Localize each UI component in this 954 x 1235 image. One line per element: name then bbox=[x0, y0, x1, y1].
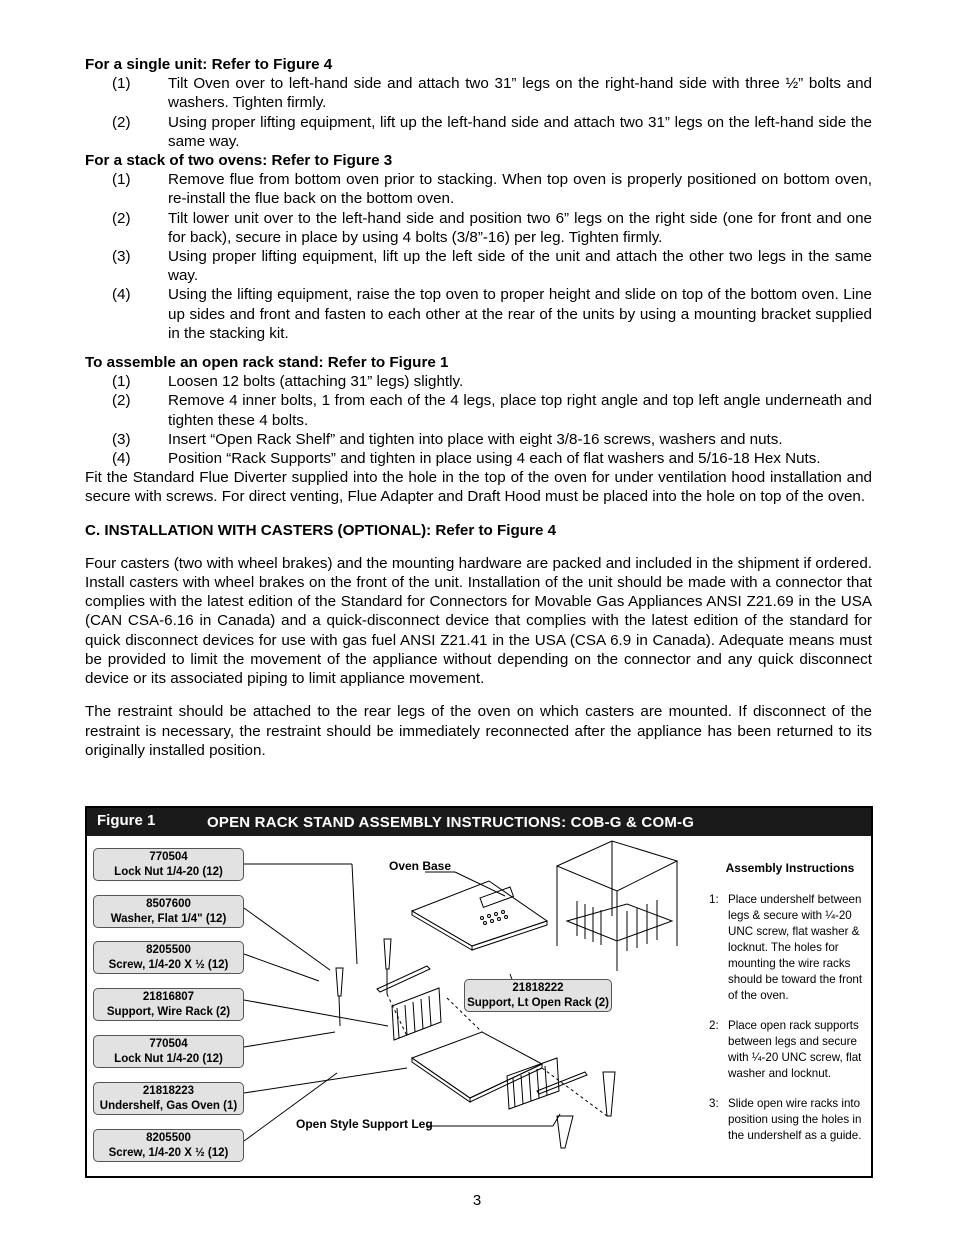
assembly-instructions-title: Assembly Instructions bbox=[725, 861, 855, 875]
part-flat-washer: 8507600 Washer, Flat 1/4" (12) bbox=[93, 895, 244, 928]
single-unit-heading: For a single unit: Refer to Figure 4 bbox=[85, 56, 333, 73]
list-item: (1) Remove flue from bottom oven prior to stacking. When top oven is properly positioned on bottom oven, re-install the flue back on the bottom oven. bbox=[112, 171, 872, 208]
part-lock-nut: 770504 Lock Nut 1/4-20 (12) bbox=[93, 848, 244, 881]
casters-heading: C. INSTALLATION WITH CASTERS (OPTIONAL): Refer to Figure 4 bbox=[85, 521, 557, 539]
list-item: (3) Using proper lifting equipment, lift up the left side of the unit and attach the other two legs in the same way. bbox=[112, 248, 872, 285]
figure-header bbox=[87, 808, 871, 836]
assembly-step: 3: Slide open wire racks into position using the holes in the undershelf as a guide. bbox=[709, 1097, 862, 1142]
figure-title: OPEN RACK STAND ASSEMBLY INSTRUCTIONS: COB-G & COM-G bbox=[207, 814, 695, 831]
rack-stand-heading: To assemble an open rack stand: Refer to Figure 1 bbox=[85, 354, 449, 372]
casters-paragraph-1: Four casters (two with wheel brakes) and the mounting hardware are packed and included in the shipment if ordered. Install casters with wheel brakes on the front of the unit. Installation of the unit should be made with a connector that complies with the latest edition of the Standard for Connectors for Movable Gas Appliances ANSI Z21.69 in the USA (CAN CSA-6.16 in Canada) and a quick-disconnect device that complies with the latest edition of the standard for quick disconnect devices for use with gas fuel ANSI Z21.41 in the USA (CSA 6.9 in Canada). Adequate means must be provided to limit the movement of the appliance without depending on the connector and any quick disconnect device or its associated piping to limit appliance movement. bbox=[85, 554, 872, 688]
part-screw: 8205500 Screw, 1/4-20 X ½ (12) bbox=[93, 941, 244, 974]
rack-stand-closing: Fit the Standard Flue Diverter supplied into the hole in the top of the oven for under ventilation hood installation and secure with screws. For direct venting, Flue Adapter and Draft Hood must be placed into the hole on top of the oven. bbox=[85, 469, 872, 506]
instructions-text bbox=[85, 55, 872, 760]
support-leg-label: Open Style Support Leg bbox=[296, 1117, 433, 1131]
list-item: (4) Using the lifting equipment, raise the top oven to proper height and slide on top of the bottom oven. Line up sides and front and fasten to each other at the rear of the units by using a mounting bracket supplied in the stacking kit. bbox=[112, 286, 872, 342]
part-undershelf: 21818223 Undershelf, Gas Oven (1) bbox=[93, 1082, 244, 1115]
casters-paragraph-2: The restraint should be attached to the rear legs of the oven on which casters are mounted. If disconnect of the restraint is necessary, the restraint should be immediately reconnected after the appliance has been returned to its originally installed position. bbox=[85, 703, 872, 759]
assembly-step: 1: Place undershelf between legs & secure with ¼-20 UNC screw, flat washer & locknut. The holes for mounting the wire racks should be toward the front of the oven. bbox=[709, 893, 863, 1002]
figure-1 bbox=[85, 806, 873, 1178]
list-item: (1) Tilt Oven over to left-hand side and attach two 31” legs on the right-hand side with three ½” bolts and washers. Tighten firmly. bbox=[112, 75, 872, 112]
stack-heading: For a stack of two ovens: Refer to Figure 3 bbox=[85, 152, 393, 170]
oven-base-label: Oven Base bbox=[389, 859, 452, 873]
list-item: (2) Using proper lifting equipment, lift up the left-hand side and attach two 31” legs on the left-hand side the same way. bbox=[112, 113, 872, 150]
part-screw: 8205500 Screw, 1/4-20 X ½ (12) bbox=[93, 1129, 244, 1162]
part-open-rack-support: 21818222 Support, Lt Open Rack (2) bbox=[464, 979, 612, 1012]
list-item: (2) Remove 4 inner bolts, 1 from each of the 4 legs, place top right angle and top left angle underneath and tighten these 4 bolts. bbox=[112, 392, 872, 429]
list-item: (1) Loosen 12 bolts (attaching 31” legs) slightly. bbox=[112, 373, 464, 391]
assembly-instructions bbox=[709, 860, 867, 1158]
list-item: (3) Insert “Open Rack Shelf” and tighten into place with eight 3/8-16 screws, washers and nuts. bbox=[112, 430, 783, 448]
part-wire-rack-support: 21816807 Support, Wire Rack (2) bbox=[93, 988, 244, 1021]
list-item: (2) Tilt lower unit over to the left-hand side and position two 6” legs on the right side (one for front and one for back), secure in place by using 4 bolts (3/8”-16) per leg. Tighten firmly. bbox=[112, 209, 872, 246]
assembly-step: 2: Place open rack supports between legs and secure with ¼-20 UNC screw, flat washer and locknut. bbox=[709, 1019, 862, 1080]
page-number: 3 bbox=[472, 1192, 482, 1209]
list-item: (4) Position “Rack Supports” and tighten in place using 4 each of flat washers and 5/16-18 Hex Nuts. bbox=[112, 450, 821, 468]
part-lock-nut: 770504 Lock Nut 1/4-20 (12) bbox=[93, 1035, 244, 1068]
figure-label: Figure 1 bbox=[97, 812, 156, 829]
